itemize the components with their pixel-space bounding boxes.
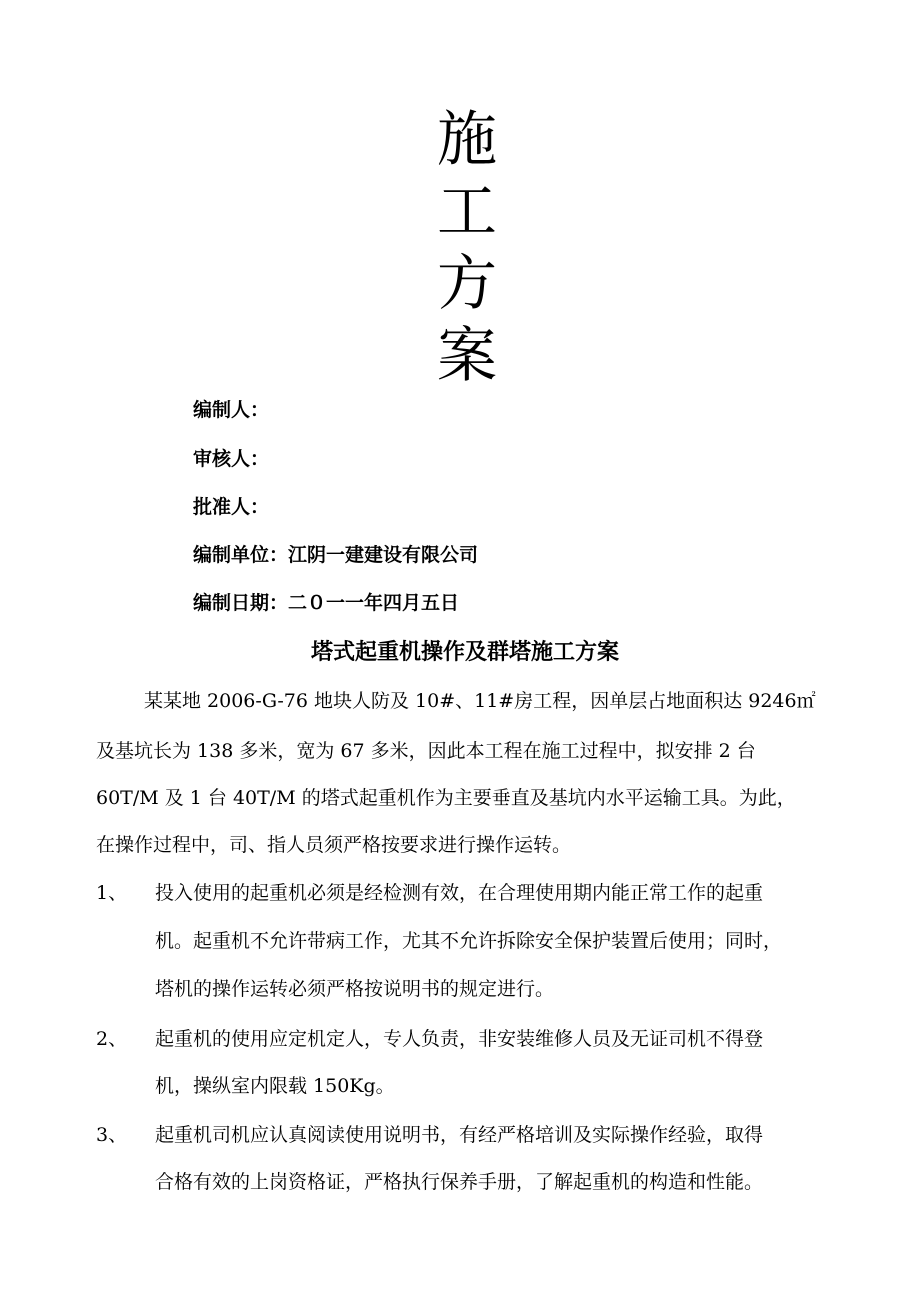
intro-line-3: 60T/M 及 1 台 40T/M 的塔式起重机作为主要垂直及基坑内水平运输工具。为此， [96,787,796,809]
meta-date: 编制日期：二０一一年四月五日 [193,592,460,614]
meta-reviewer: 审核人： [193,448,270,470]
cover-title-char-4: 案 [437,321,497,391]
item-2-line-2: 机，操纵室内限载 150Kg。 [155,1075,395,1097]
item-1-line-3: 塔机的操作运转必须严格按说明书的规定进行。 [155,978,555,1000]
cover-title-char-3: 方 [437,249,497,319]
item-1-number: 1、 [96,882,128,904]
intro-line-2: 及基坑长为 138 多米，宽为 67 多米，因此本工程在施工过程中，拟安排 2 台 [96,740,756,762]
item-2-number: 2、 [96,1028,128,1050]
item-3-line-2: 合格有效的上岗资格证，严格执行保养手册，了解起重机的构造和性能。 [155,1171,764,1193]
document-heading: 塔式起重机操作及群塔施工方案 [310,640,619,665]
meta-unit: 编制单位：江阴一建建设有限公司 [193,544,479,566]
intro-line-4: 在操作过程中，司、指人员须严格按要求进行操作运转。 [96,834,572,856]
intro-line-1: 某某地 2006-G-76 地块人防及 10#、11#房工程，因单层占地面积达 9246㎡ [144,690,816,712]
item-1-line-1: 投入使用的起重机必须是经检测有效，在合理使用期内能正常工作的起重 [155,882,764,904]
item-2-line-1: 起重机的使用应定机定人，专人负责，非安装维修人员及无证司机不得登 [155,1028,764,1050]
item-1-line-2: 机。起重机不允许带病工作，尤其不允许拆除安全保护装置后使用；同时， [155,930,783,952]
cover-title-char-1: 施 [437,105,497,175]
cover-title-char-2: 工 [437,177,497,247]
item-3-number: 3、 [96,1124,128,1146]
item-3-line-1: 起重机司机应认真阅读使用说明书，有经严格培训及实际操作经验，取得 [155,1124,764,1146]
meta-author: 编制人： [193,399,270,421]
meta-approver: 批准人： [193,496,270,518]
